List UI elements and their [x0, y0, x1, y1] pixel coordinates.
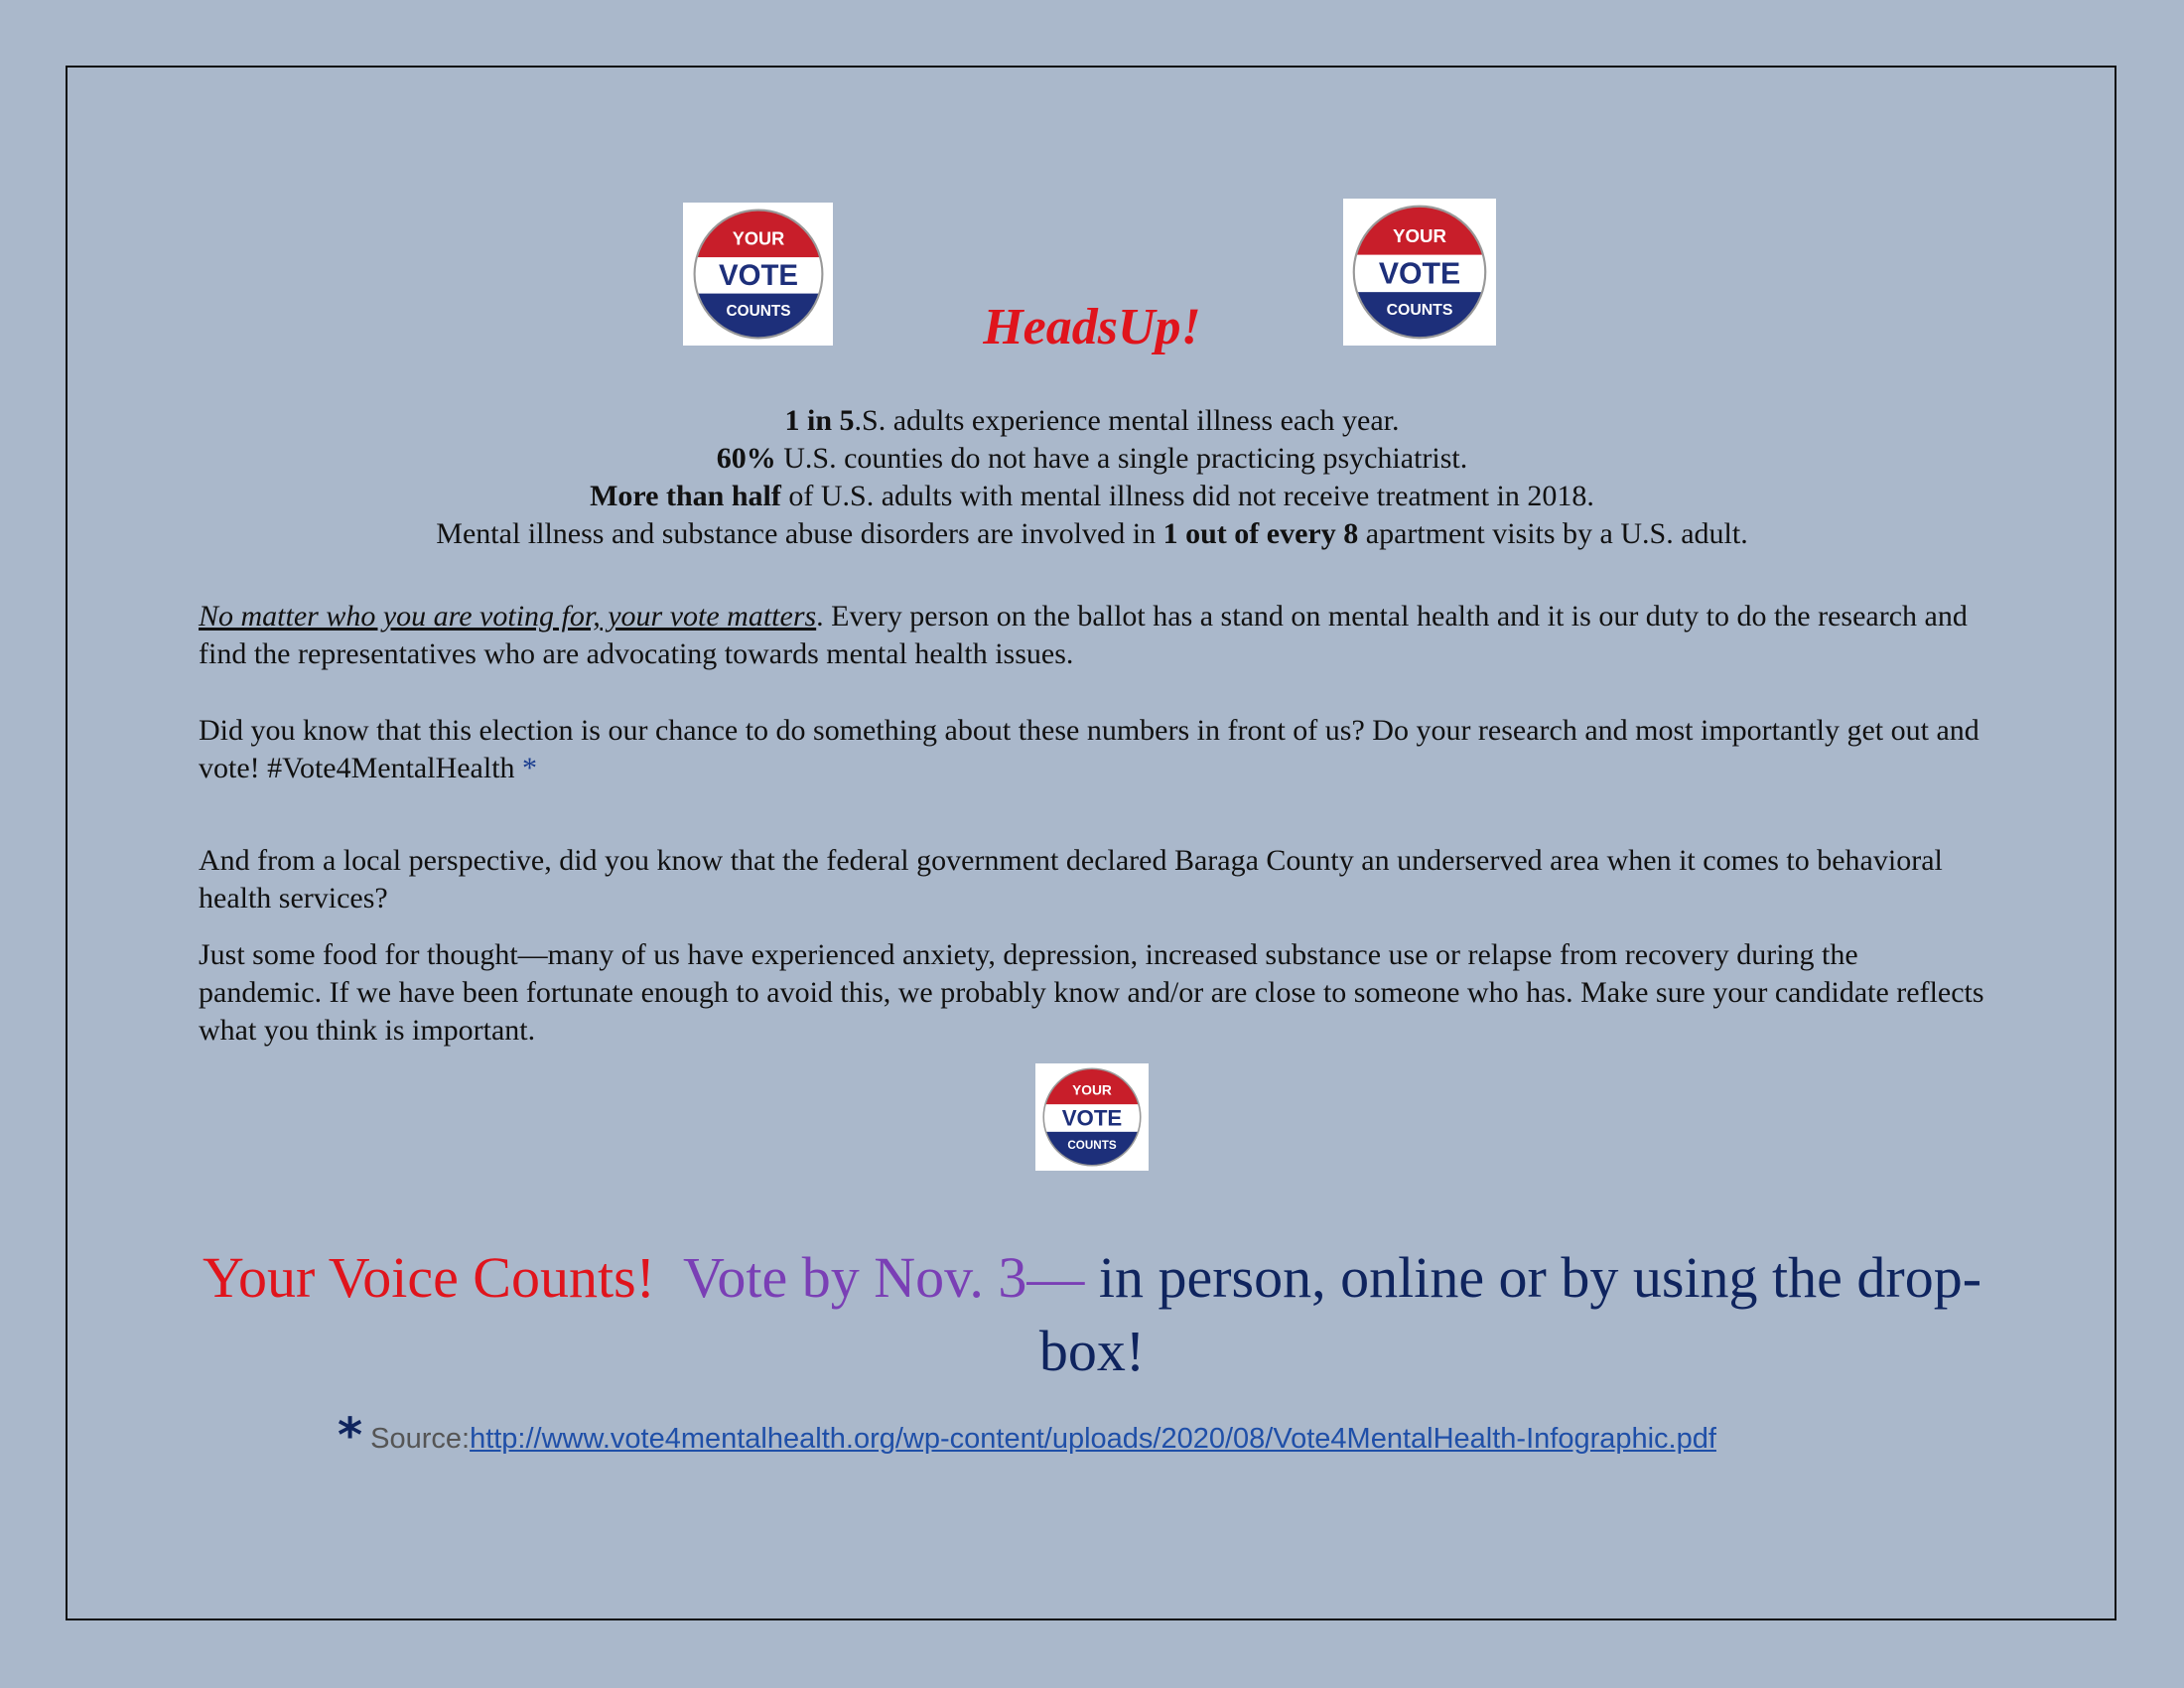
stat-bold: 1 in 5: [784, 404, 855, 437]
call-to-action: [199, 1241, 1985, 1388]
stat-line: [199, 402, 1985, 440]
statistics-block: [199, 402, 1985, 553]
badge-text-vote: VOTE: [1378, 257, 1461, 291]
stat-pre: Mental illness and substance abuse disorders are involved in: [436, 517, 1163, 550]
badge-text-counts: COUNTS: [1386, 302, 1453, 320]
paragraph-text: Did you know that this election is our chance to do something about these numbers in front of us? Do your research and most importantly get out and vote! #Vote4MentalHealth: [199, 714, 1979, 784]
vote-matters-emphasis: No matter who you are voting for, your vote matters: [199, 600, 817, 633]
badge-text-vote: VOTE: [718, 259, 798, 293]
badge-text-counts: COUNTS: [726, 303, 790, 320]
source-citation: [338, 1408, 2025, 1464]
badge-text-your: YOUR: [1072, 1082, 1112, 1098]
cta-vote-methods: in person, online or by using the drop-box!: [1038, 1245, 1982, 1383]
stat-line: [199, 515, 1985, 553]
stat-text: of U.S. adults with mental illness did not receive treatment in 2018.: [780, 480, 1594, 512]
paragraph-text: . Every person on the ballot has a stand on mental health and it is our duty to do the research and find the representatives who are advocating towards mental health issues.: [199, 600, 1968, 670]
cta-vote-date: Vote by Nov. 3—: [682, 1245, 1099, 1310]
vote-badge-right: [1343, 199, 1496, 346]
cta-voice-counts: Your Voice Counts!: [202, 1245, 683, 1310]
badge-text-vote: VOTE: [1061, 1105, 1123, 1131]
badge-text-your: YOUR: [1392, 224, 1447, 246]
stat-bold: More than half: [590, 480, 781, 512]
stat-text: .S. adults experience mental illness each year.: [854, 404, 1400, 437]
source-label: Source:: [370, 1423, 471, 1455]
paragraph-vote-matters: [199, 598, 1985, 673]
vote-badge-icon: [1039, 1064, 1145, 1170]
source-link[interactable]: http://www.vote4mentalhealth.org/wp-content/uploads/2020/08/Vote4MentalHealth-Infographic.pdf: [470, 1423, 1716, 1455]
badge-text-counts: COUNTS: [1067, 1138, 1117, 1152]
footnote-asterisk: *: [522, 752, 538, 784]
stat-line: [199, 478, 1985, 515]
paragraph-food-for-thought: Just some food for thought—many of us have experienced anxiety, depression, increased substance use or relapse from recovery during the pandemic. If we have been fortunate enough to avoid this, we probably know and/or are close to someone who has. Make sure your candidate reflects what you think is important.: [199, 938, 1984, 1047]
stat-text: U.S. counties do not have a single practicing psychiatrist.: [775, 442, 1468, 475]
badge-text-your: YOUR: [732, 228, 784, 249]
vote-badge-left: [683, 203, 833, 346]
vote-badge-icon: [1348, 201, 1491, 344]
stat-bold: 1 out of every 8: [1162, 517, 1359, 550]
vote-badge-icon: [689, 205, 828, 344]
vote-badge-center: [1035, 1063, 1149, 1171]
asterisk-icon: *: [338, 1408, 363, 1464]
paragraph-local-perspective: And from a local perspective, did you know that the federal government declared Baraga County an underserved area when it comes to behavioral health services?: [199, 844, 1943, 914]
stat-line: [199, 440, 1985, 478]
paragraph-election-chance: [199, 712, 1985, 787]
stat-bold: 60%: [716, 442, 776, 475]
page-title: HeadsUp!: [983, 299, 1201, 355]
stat-text: apartment visits by a U.S. adult.: [1358, 517, 1748, 550]
